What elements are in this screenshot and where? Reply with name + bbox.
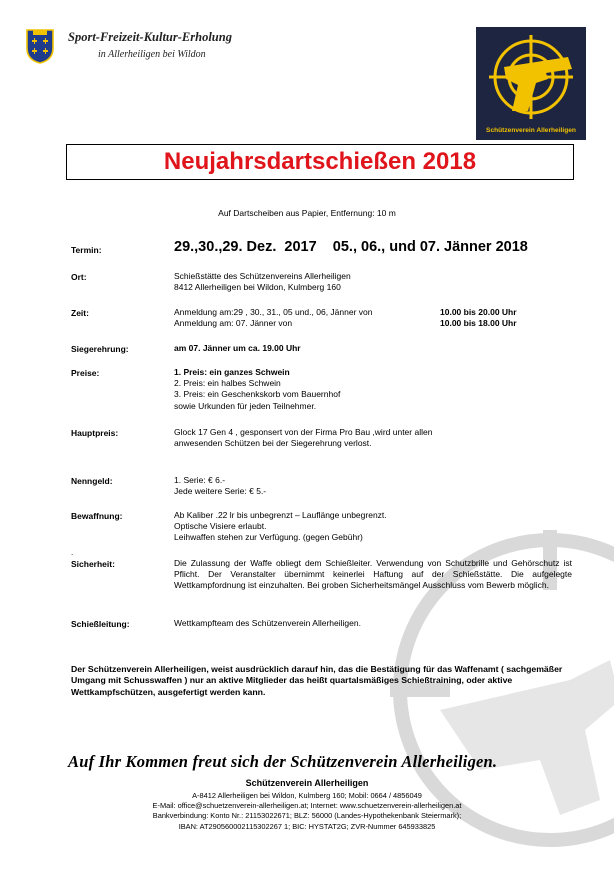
nenngeld-line-2: Jede weitere Serie: € 5.- (174, 486, 267, 497)
notice-paragraph: Der Schützenverein Allerheiligen, weist ausdrücklich darauf hin, das die Bestätigung für das Waffenamt ( sachgemäßer Umgang mit Schusswaffen ) nur an aktive Mitglieder das heißt quartalsmäßiges Schießtraining, oder aktive Wettkampfschützen, ausgefertigt werden kann. (71, 664, 563, 697)
termin-value: 29.,30.,29. Dez. 2017 05., 06., und 07. Jänner 2018 (174, 239, 528, 255)
ort-line-1: Schießstätte des Schützenvereins Allerheiligen (174, 271, 351, 281)
footer-org: Schützenverein Allerheiligen (245, 778, 369, 788)
header-slogan: Sport-Freizeit-Kultur-Erholung (68, 30, 232, 44)
nenngeld-value (174, 475, 266, 497)
nenngeld-label: Nenngeld: (71, 476, 113, 486)
sicherheit-value: Die Zulassung der Waffe obliegt dem Schießleiter. Verwendung von Schutzbrille und Gehörschutz ist Pflicht. Der Veranstalter übernimmt keinerlei Haftung auf der Schießstätte. Die aufgelegte Wettkampfordnung ist einzuhalten. Bei groben Sicherheitsmängel Ausschluss vom Bewerb möglich. (174, 558, 572, 591)
bewaffnung-value (174, 510, 387, 544)
sicherheit-label: Sicherheit: (71, 559, 115, 569)
nenngeld-line-1: 1. Serie: € 6.- (174, 475, 226, 485)
ort-value (174, 271, 351, 293)
siegerehrung-value: am 07. Jänner um ca. 19.00 Uhr (174, 343, 301, 353)
subtitle: Auf Dartscheiben aus Papier, Entfernung: 10 m (218, 208, 396, 218)
stray-dot: . (71, 548, 74, 557)
ort-label: Ort: (71, 272, 87, 282)
preise-list (174, 367, 340, 412)
title-box (66, 144, 574, 180)
preis-3: 3. Preis: ein Geschenkskorb vom Bauernhof (174, 389, 341, 400)
zeit-label: Zeit: (71, 308, 89, 318)
logo-caption: Schützenverein Allerheiligen (486, 127, 576, 134)
hauptpreis-line-1: Glock 17 Gen 4 , gesponsert von der Firma Pro Bau ,wird unter allen (174, 427, 433, 437)
hauptpreis-value (174, 427, 432, 449)
bewaffnung-line-2: Optische Visiere erlaubt. (174, 521, 267, 532)
preise-label: Preise: (71, 368, 100, 378)
footer-contact (0, 791, 614, 832)
closing-line: Auf Ihr Kommen freut sich der Schützenverein Allerheiligen. (68, 752, 498, 771)
footer-bank: Bankverbindung: Konto Nr.: 21153022671; BLZ: 56000 (Landes-Hypothekenbank Steiermark); (152, 811, 462, 821)
bewaffnung-line-1: Ab Kaliber .22 lr bis unbegrenzt – Lauflänge unbegrenzt. (174, 510, 387, 520)
bewaffnung-line-3: Leihwaffen stehen zur Verfügung. (gegen Gebühr) (174, 532, 363, 543)
zeit-time-1: 10.00 bis 20.00 Uhr (440, 307, 517, 317)
ort-line-2: 8412 Allerheiligen bei Wildon, Kulmberg 160 (174, 282, 341, 293)
zeit-line-2: Anmeldung am: 07. Jänner von (174, 318, 293, 328)
schiessleitung-value: Wettkampfteam des Schützenverein Allerheiligen. (174, 618, 361, 628)
footer-email: E-Mail: office@schuetzenverein-allerheiligen.at; Internet: www.schuetzenverein-allerheiligen.at (152, 801, 462, 811)
zeit-line-1: Anmeldung am:29 , 30., 31., 05 und., 06, Jänner von (174, 307, 373, 317)
revolver-target-icon (476, 27, 586, 127)
hauptpreis-line-2: anwesenden Schützen bei der Siegerehrung verlost. (174, 438, 372, 449)
footer-address: A-8412 Allerheiligen bei Wildon, Kulmberg 160; Mobil: 0664 / 4856049 (192, 791, 422, 800)
coat-of-arms-icon (26, 28, 54, 64)
club-logo (476, 27, 586, 140)
hauptpreis-label: Hauptpreis: (71, 428, 119, 438)
preis-1: 1. Preis: ein ganzes Schwein (174, 367, 290, 377)
schiessleitung-label: Schießleitung: (71, 619, 130, 629)
footer-iban: IBAN: AT290560002115302267 1; BIC: HYSTAT2G; ZVR-Nummer 645933825 (178, 821, 436, 831)
termin-label: Termin: (71, 245, 102, 255)
preis-urkunden: sowie Urkunden für jeden Teilnehmer. (174, 400, 317, 411)
siegerehrung-label: Siegerehrung: (71, 344, 129, 354)
preis-2: 2. Preis: ein halbes Schwein (174, 378, 281, 389)
page-title: Neujahrsdartschießen 2018 (163, 148, 477, 175)
zeit-time-2: 10.00 bis 18.00 Uhr (440, 318, 517, 328)
bewaffnung-label: Bewaffnung: (71, 511, 123, 521)
header-location: in Allerheiligen bei Wildon (98, 49, 206, 60)
